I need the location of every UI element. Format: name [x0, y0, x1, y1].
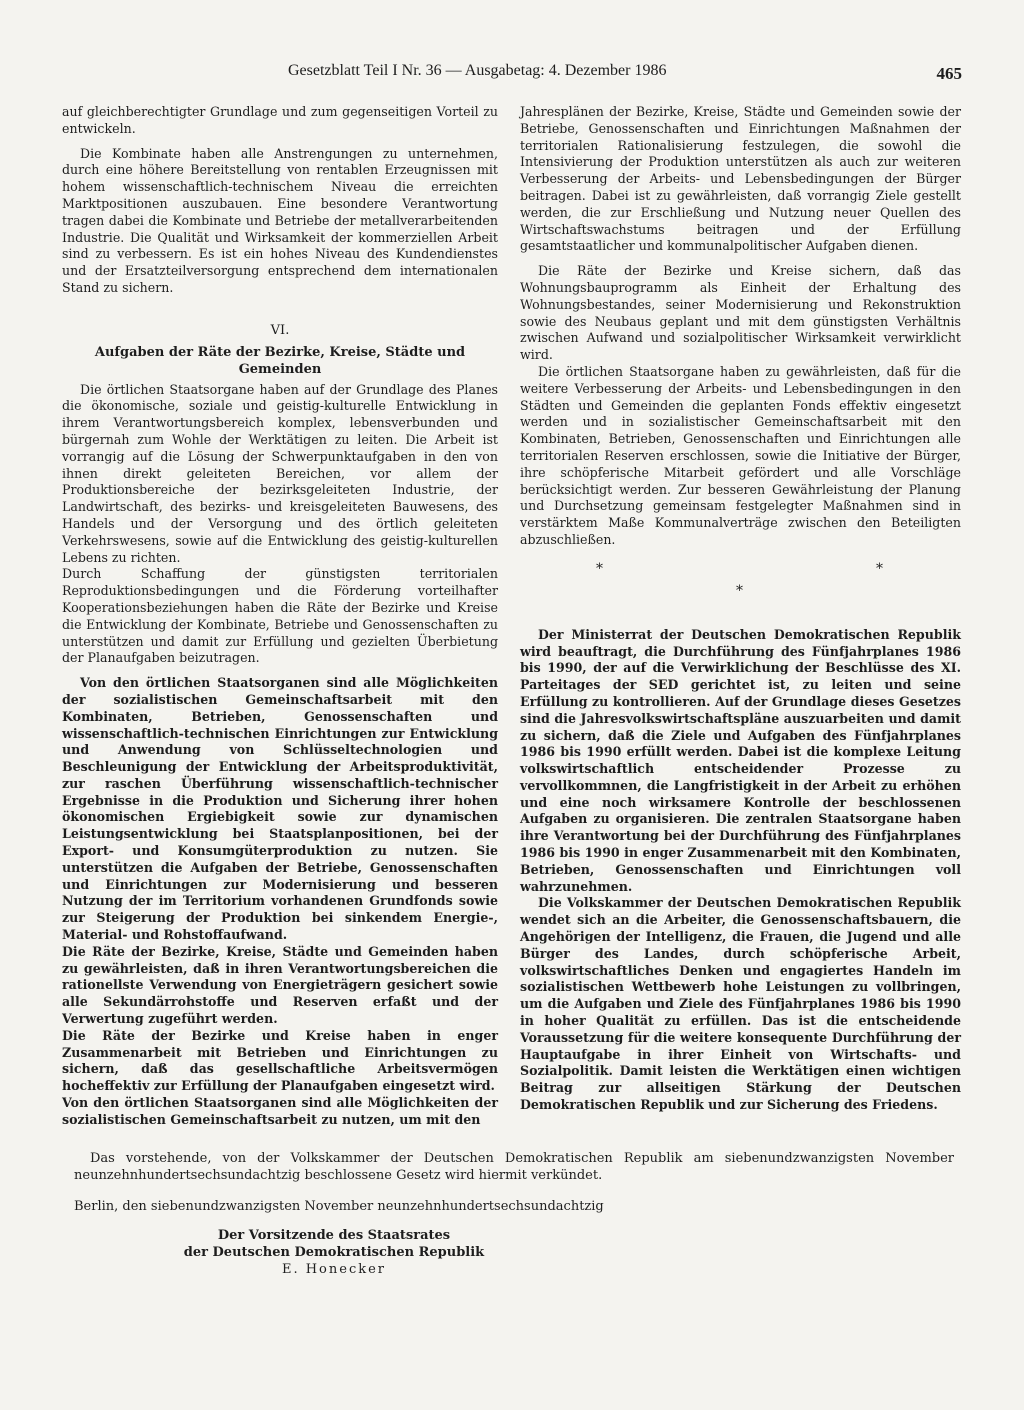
paragraph: Die örtlichen Staatsorgane haben zu gewährleisten, daß für die weitere Verbesserung der Arbeits- und Lebensbedingungen in den Städten und Gemeinden die geplanten Fonds effektiv eingesetzt werden und in sozialistischer Gemeinschaftsarbeit mit den Kombinaten, Betrieben, Genossenschaften und Einrichtungen alle territorialen Reserven erschlossen, sowie die Initiative der Bürger, ihre schöpferische Mitarbeit gefördert und alle Vorschläge berücksichtigt werden. Zur besseren Gewährleistung der Planung und Durchsetzung gemeinsam festgelegter Maßnahmen sind in verstärktem Maße Kommunalverträge zwischen den Beteiligten abzuschließen. [520, 363, 961, 547]
paragraph: Der Ministerrat der Deutschen Demokratischen Republik wird beauftragt, die Durchführung des Fünfjahrplanes 1986 bis 1990, der auf die Verwirklichung der Beschlüsse des XI. Parteitages der SED gerichtet ist, zu leiten und seine Erfüllung zu kontrollieren. Auf der Grundlage dieses Gesetzes sind die Jahresvolkswirtschaftspläne auszuarbeiten und damit zu sichern, daß die Ziele und Aufgaben des Fünfjahrplanes 1986 bis 1990 erfüllt werden. Dabei ist die komplexe Leitung volkswirtschaftlich entscheidender Prozesse zu vervollkommnen, die Langfristigkeit in der Arbeit zu erhöhen und eine noch wirksamere Kontrolle der beschlossenen Aufgaben zu organisieren. Die zentralen Staatsorgane haben ihre Verantwortung bei der Durchführung des Fünfjahrplanes 1986 bis 1990 in enger Zusammenarbeit mit den Kombinaten, Betrieben, Genossenschaften und Einrichtungen voll wahrzunehmen. [520, 626, 961, 894]
paragraph: Die örtlichen Staatsorgane haben auf der Grundlage des Planes die ökonomische, soziale und geistig-kulturelle Entwicklung in ihrem Verantwortungsbereich komplex, lebensverbunden und bürgernah zum Wohle der Werktätigen zu leiten. Die Arbeit ist vorrangig auf die Lösung der Schwerpunktaufgaben in den von ihnen direkt geleiteten Bereichen, vor allem der Produktionsbereiche der bezirksgeleiteten Industrie, der Landwirtschaft, des bezirks- und kreisgeleiteten Bauwesens, des Handels und der Versorgung und des örtlich geleiteten Verkehrswesens, sowie auf die Entwicklung des geistig-kulturellen Lebens zu richten. [62, 381, 498, 565]
paragraph: Die Räte der Bezirke und Kreise sichern, daß das Wohnungsbauprogramm als Einheit der Erhaltung des Wohnungsbestandes, seiner Modernisierung und Rekonstruktion sowie des Neubaus geplant und mit dem günstigsten Verhältnis zwischen Aufwand und sozialpolitischer Wirksamkeit verwirklicht wird. [520, 263, 961, 363]
paragraph: Die Räte der Bezirke, Kreise, Städte und Gemeinden haben zu gewährleisten, daß in ihren Verantwortungsbereichen die rationellste Verwendung von Energieträgern gesichert sowie alle Sekundärrohstoffe und Reserven erfaßt und der Verwertung zugeführt werden. [62, 943, 498, 1027]
place-date: Berlin, den siebenundzwanzigsten November neunzehnhundertsechsundachtzig [74, 1199, 604, 1214]
asterism-star: * [596, 560, 603, 577]
running-head: Gesetzblatt Teil I Nr. 36 — Ausgabetag: 4. Dezember 1986 [288, 62, 667, 79]
enactment-text: Das vorstehende, von der Volkskammer der Deutschen Demokratischen Republik am siebenundzwanzigsten November neunzehnhundertsechsundachtzig beschlossene Gesetz wird hiermit verkündet. [74, 1151, 954, 1183]
page-number: 465 [936, 64, 962, 83]
section-title: Aufgaben der Räte der Bezirke, Kreise, Städte und Gemeinden [94, 344, 466, 377]
paragraph: Von den örtlichen Staatsorganen sind alle Möglichkeiten der sozialistischen Gemeinschaftsarbeit mit den Kombinaten, Betrieben, Genossenschaften und wissenschaftlich-technischen Einrichtungen zur Entwicklung und Anwendung von Schlüsseltechnologien und Beschleunigung der Entwicklung der Arbeitsproduktivität, zur raschen Überführung wissenschaftlich-technischer Ergebnisse in die Produktion und Sicherung ihrer hohen ökonomischen Ergiebigkeit sowie zur dynamischen Leistungsentwicklung bei Staatsplanpositionen, bei der Export- und Konsumgüterproduktion zu nutzen. Sie unterstützen die Aufgaben der Betriebe, Genossenschaften und Einrichtungen zur Modernisierung und besseren Nutzung der im Territorium vorhandenen Grundfonds sowie zur Steigerung der Produktion bei sinkendem Energie-, Material- und Rohstoffaufwand. [62, 675, 498, 943]
asterism-star: * [876, 560, 883, 577]
right-column [520, 104, 961, 1114]
signature-title: der Deutschen Demokratischen Republik [183, 1245, 485, 1260]
paragraph: Die Räte der Bezirke und Kreise haben in enger Zusammenarbeit mit Betrieben und Einrichtungen zu sichern, daß das gesellschaftliche Arbeitsvermögen hocheffektiv zur Erfüllung der Planaufgaben eingesetzt wird. [62, 1027, 498, 1094]
paragraph: Durch Schaffung der günstigsten territorialen Reproduktionsbedingungen und die Förderung vorteilhafter Kooperationsbeziehungen haben die Räte der Bezirke und Kreise die Entwicklung der Kombinate, Betriebe und Genossenschaften zu unterstützen und damit zur Erfüllung und gezielten Überbietung der Planaufgaben beizutragen. [62, 566, 498, 666]
page-header [60, 62, 960, 86]
asterism [520, 561, 961, 627]
signature-title: Der Vorsitzende des Staatsrates [217, 1228, 451, 1243]
paragraph: Die Kombinate haben alle Anstrengungen zu unternehmen, durch eine höhere Bereitstellung von rentablen Erzeugnissen mit hohem wissenschaftlich-technischem Niveau die erreichten Marktpositionen auszubauen. Eine besondere Verantwortung tragen dabei die Kombinate und Betriebe der metallverarbeitenden Industrie. Die Qualität und Wirksamkeit der kommerziellen Arbeit sind zu verbessern. Es ist ein hohes Niveau des Kundendienstes und der Ersatzteilversorgung entsprechend dem internationalen Stand zu sichern. [62, 145, 498, 295]
enactment-block [74, 1150, 954, 1278]
asterism-star: * [736, 582, 743, 599]
bold-paragraphs [62, 675, 498, 1129]
signature-name: E. Honecker [281, 1262, 387, 1277]
paragraph: Die Volkskammer der Deutschen Demokratischen Republik wendet sich an die Arbeiter, die Genossenschaftsbauern, die Angehörigen der Intelligenz, die Frauen, die Jugend und alle Bürger des Landes, durch schöpferische Arbeit, volkswirtschaftliches Denken und engagiertes Handeln im sozialistischen Wettbewerb hohe Leistungen zu vollbringen, um die Aufgaben und Ziele des Fünfjahrplanes 1986 bis 1990 in hoher Qualität zu erfüllen. Das ist die entscheidende Voraussetzung für die weitere konsequente Durchführung der Hauptaufgabe in ihrer Einheit von Wirtschafts- und Sozialpolitik. Damit leisten die Werktätigen einen wichtigen Beitrag zur allseitigen Stärkung der Deutschen Demokratischen Republik und zur Sicherung des Friedens. [520, 895, 961, 1113]
paragraph: Jahresplänen der Bezirke, Kreise, Städte und Gemeinden sowie der Betriebe, Genossenschaften und Einrichtungen Maßnahmen der territorialen Rationalisierung festzulegen, die sowohl die Intensivierung der Produktion unterstützen als auch zur weiteren Verbesserung der Arbeits- und Lebensbedingungen der Bürger beitragen. Dabei ist zu gewährleisten, daß vorrangig Ziele gestellt werden, die zur Erschließung und Nutzung neuer Quellen des Wirtschaftswachstums beitragen und der Erfüllung gesamtstaatlicher und kommunalpolitischer Aufgaben dienen. [520, 104, 961, 254]
bold-paragraphs [520, 627, 961, 1114]
signature-block [0, 1227, 954, 1278]
section-number: VI. [270, 322, 290, 338]
paragraph: auf gleichberechtigter Grundlage und zum gegenseitigen Vorteil zu entwickeln. [62, 104, 498, 136]
paragraph: Von den örtlichen Staatsorganen sind alle Möglichkeiten der sozialistischen Gemeinschaftsarbeit zu nutzen, um mit den [62, 1095, 498, 1127]
left-column [62, 104, 498, 1129]
